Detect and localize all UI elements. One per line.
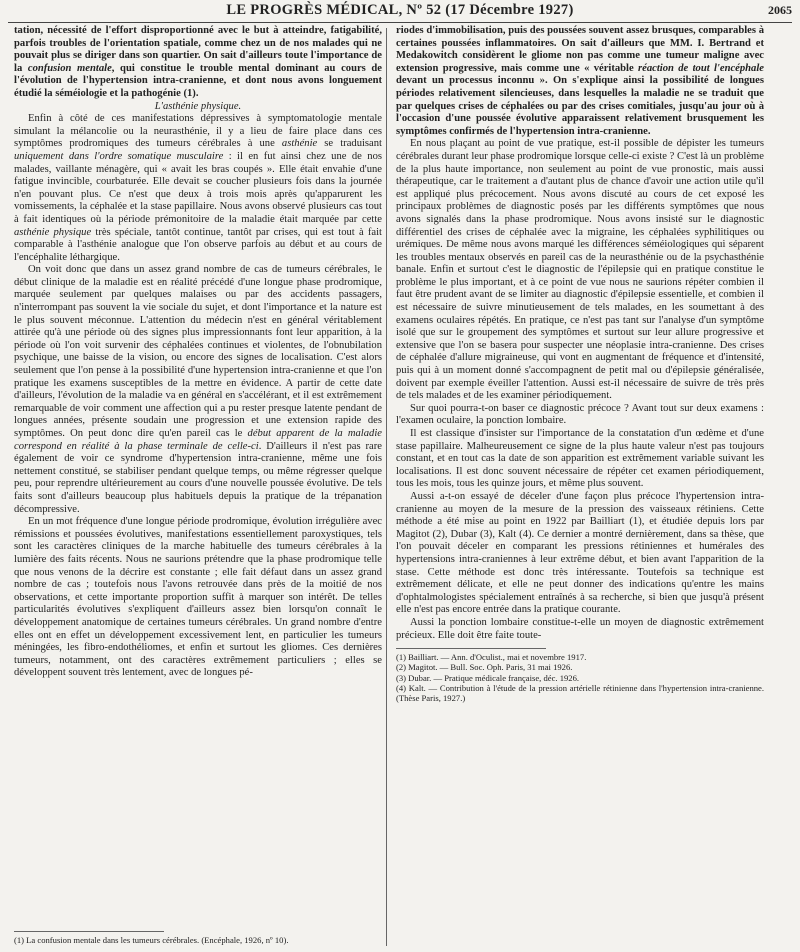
header-rule [8, 22, 792, 23]
column-divider [386, 28, 387, 946]
paragraph: On voit donc que dans un assez grand nombre de cas de tumeurs cérébrales, le début clinique de la maladie est en réalité précédé d'une longue phase prodromique, marquée seulement par quelques malaises ou par des accidents passagers, n'interrompant pas souvent la vie sociale du sujet, et dont l'importance et la nature est le plus souvent méconnue. L'attention du médecin n'est en général véritablement attirée qu'à une période où des signes plus impressionnants font leur apparition, à la période où l'on voit survenir des céphalées continues et violentes, de l'obnubilation psychique, une baisse de la vision, ou encore des signes de localisation. C'est alors seulement que l'on pense à la possibilité d'une hypertension intra-cranienne et que l'on pratique les examens susceptibles de la mettre en évidence. A partir de cette date d'ailleurs, l'évolution de la maladie va en général en s'accélérant, et il est extrêmement remarquable de voir comment une affection qui a pu rester presque latente pendant de longues années, présente soudain une progression et une extension rapide des symptômes. On peut donc dire qu'en pareil cas le début apparent de la maladie correspond en réalité à la phase terminale de celle-ci. D'ailleurs il n'est pas rare également de voir ce syndrome d'hypertension intra-cranienne, même une fois nettement constitué, se stabiliser pendant quelque temps, ou même régresser quelque peu, pour reprendre ultérieurement au cours d'une nouvelle poussée évolutive. De tels faits sont d'ailleurs beaucoup plus habituels depuis la pratique de la trépanation décompressive. [14, 264, 382, 515]
footnote: (2) Magitot. — Bull. Soc. Oph. Paris, 31 mai 1926. [396, 662, 573, 673]
paragraph: En un mot fréquence d'une longue période prodromique, évolution irrégulière avec rémissions et poussées évolutives, manifestations essentiellement paroxystiques, tels sont les caractères cliniques de la marche habituelle des tumeurs cérébrales à la lumière des faits récents. Nous ne saurions prétendre que la phase prodromique telle que nous venons de la décrire est constante ; elle fait défaut dans un assez grand nombre de cas ; toutefois nous l'avons retrouvée dans près de la moitié de nos observations, et cette importante proportion suffit à marquer son intérêt. De telles particularités évolutives s'expliquent d'ailleurs assez bien lorsqu'on connaît le développement anatomique de certaines tumeurs cérébrales. Un grand nombre d'entre elles ont en effet un développement excessivement lent, en particulier les tumeurs méningées, les fibro-endothéliomes, et enfin et surtout les gliomes. Ces dernières tumeurs, notamment, ont des caractères extrêmement particuliers ; elles se développent souvent très lentement, avec de longues pé- [14, 516, 382, 679]
right-column [396, 25, 764, 945]
paragraph: Sur quoi pourra-t-on baser ce diagnostic précoce ? Avant tout sur deux examens : l'examen oculaire, la ponction lombaire. [396, 402, 764, 427]
page-number: 2065 [768, 3, 792, 17]
journal-title: LE PROGRÈS MÉDICAL, Nº 52 (17 Décembre 1927) [226, 2, 574, 18]
footnote-rule [396, 648, 546, 649]
paragraph: Aussi la ponction lombaire constitue-t-elle un moyen de diagnostic extrêmement précieux. Elle doit être faite toute- [396, 616, 764, 641]
paragraph: Il est classique d'insister sur l'importance de la constatation d'un œdème et d'une stase papillaire. Malheureusement ce signe de la plus haute valeur n'est pas toujours constant, et en tout cas la date de son apparition est extrêmement variable suivant les localisations. Il est donc souvent nécessaire de répéter cet examen périodiquement, tous les mois, tous les quinze jours, et même plus souvent. [396, 428, 764, 490]
footnotes [14, 925, 382, 945]
footnote: (3) Dubar. — Pratique médicale française, déc. 1926. [396, 672, 580, 683]
paragraph: riodes d'immobilisation, puis des poussées souvent assez brusques, comparables à certaines poussées inflammatoires. On sait d'ailleurs que MM. I. Bertrand et Medakowitch considèrent le gliome non pas comme une tumeur maligne avec extension progressive, mais comme une « véritable réaction de tout l'encéphale devant un processus inconnu ». On s'explique ainsi la possibilité de longues périodes relativement silencieuses, dans lesquelles la maladie ne se traduit que par quelques crises de céphalées ou par des crises comitiales, jusqu'au jour où à l'occasion d'une poussée évolutive apparaissent relativement brusquement les symptômes confirmés de l'hypertension intra-cranienne. [396, 25, 764, 137]
running-header [8, 2, 792, 22]
paragraph: tation, nécessité de l'effort disproportionné avec le but à atteindre, fatigabilité, parfois troubles de l'orientation spatiale, comme chez un de nos malades qui ne pouvait plus se diriger dans son quartier. On sait d'ailleurs toute l'importance de la confusion mentale, qui constitue le trouble mental dominant au cours de l'évolution de l'hypertension intra-cranienne, et dont nous avons longuement étudié la séméiologie et la pathogénie (1). [14, 25, 382, 99]
footnote: (1) Bailliart. — Ann. d'Oculist., mai et novembre 1917. [396, 652, 587, 663]
footnote: (4) Kalt. — Contribution à l'étude de la pression artérielle rétinienne dans l'hypertension intra-cranienne. (Thèse Paris, 1927.) [396, 682, 764, 703]
paragraph: En nous plaçant au point de vue pratique, est-il possible de dépister les tumeurs cérébrales durant leur phase prodromique lorsque celle-ci existe ? C'est là un problème de la plus haute importance, non seulement au point de vue pronostic, mais aussi thérapeutique, car le traitement a d'autant plus de chance d'avoir une action utile qu'il est appliqué plus précocement. Nous avons discuté au cours de cet exposé les principaux problèmes de diagnostic posés par les différents symptômes que nous avons signalés dans la phase prodromique. Nous avons insisté sur le diagnostic différentiel des crises de céphalée avec la migraine, les céphalées syphilitiques ou urémiques. De même nous avons marqué les différences séméiologiques qui séparent les troubles mentaux observés en pareil cas de la neurasthénie ou de la psychasthénie banale. Enfin et surtout c'est le diagnostic de l'épilepsie qui en pratique constitue le problème le plus important, et à ce point de vue nous ne saurions répéter combien il faut être prudent avant de se limiter au diagnostic d'épilepsie essentielle, et combien il est nécessaire de suivre minutieusement de tels malades, en les soumettant à des examens oculaires répétés. En pratique, ce n'est pas tant sur l'analyse d'un symptôme isolé que sur le groupement des symptômes et surtout sur leur allure progressive et extensive que l'on se basera pour suspecter une néoplasie intra-cranienne. Des crises de céphalée d'allure migraineuse, qui vont en augmentant de fréquence et d'intensité, puis qui à un moment donné s'accompagnent de petit mal ou d'épilepsie généralisée, doivent par exemple éveiller l'attention. Aussi est-il nécessaire de suivre de très près de tels malades et de les examiner périodiquement. [396, 138, 764, 402]
left-column [14, 25, 382, 945]
section-subheading: L'asthénie physique. [154, 100, 242, 112]
paragraph: Enfin à côté de ces manifestations dépressives à symptomatologie mentale simulant la mélancolie ou la neurasthénie, il y a lieu de faire place dans ces symptômes prodromiques des tumeurs cérébrales à une asthénie se traduisant uniquement dans l'ordre somatique musculaire : il en fut ainsi chez une de nos malades, vaillante ménagère, qui « avait les bras coupés ». Elle était envahie d'une fatigue invincible, courbaturée. Elle devait se coucher plusieurs fois dans la journée n'en pouvant plus. Ce n'est que deux à trois mois après qu'apparurent les vomissements, la céphalée et la stase papillaire. Nous avons observé plusieurs cas tout à fait identiques où la période prémonitoire de la maladie était marquée par cette asthénie physique très spéciale, tantôt continue, tantôt par crises, qui est tout à fait comparable à l'asthénie analogue que l'on observe parfois au début et au cours de l'encéphalite léthargique. [14, 113, 382, 263]
footnote: (1) La confusion mentale dans les tumeurs cérébrales. (Encéphale, 1926, nº 10). [14, 934, 289, 945]
footnote-rule [14, 931, 164, 932]
paragraph: Aussi a-t-on essayé de déceler d'une façon plus précoce l'hypertension intra-cranienne au moyen de la mesure de la pression des vaisseaux rétiniens. Cette méthode a été mise au point en 1922 par Bailliart (1), et étudiée depuis lors par Magitot (2), Dubar (3), Kalt (4). Ce dernier a montré dernièrement, dans sa thèse, que l'on pouvait déceler en comparant les pressions rétiniennes et humérales des hypertensions intra-craniennes à leur extrême début, et bien avant l'apparition de la stase. Cette méthode est donc très intéressante. Toutefois sa technique est extrêmement délicate, et elle ne peut donner des indications qu'entre les mains d'ophtalmologistes spécialement entraînés à sa recherche, si bien que jusqu'à présent elle n'est pas encore entrée dans la pratique courante. [396, 490, 764, 616]
